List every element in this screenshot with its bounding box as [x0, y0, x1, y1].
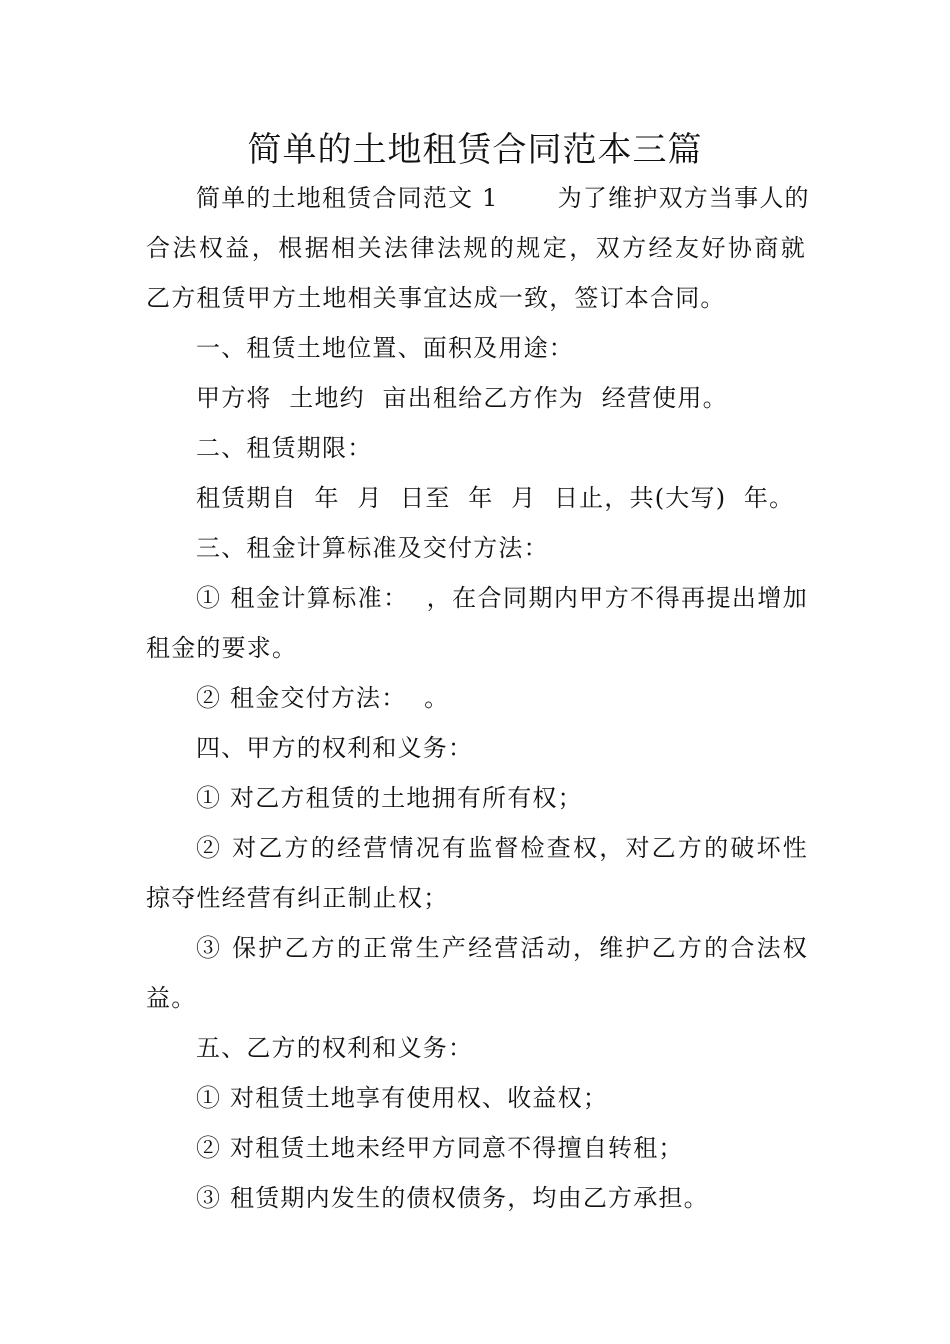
paragraph-line: 乙方租赁甲方土地相关事宜达成一致，签订本合同。 [146, 284, 726, 312]
paragraph-line: 合法权益，根据相关法律法规的规定，双方经友好协商就 [146, 234, 806, 262]
paragraph-line: 租赁期自 年 月 日至 年 月 日止，共(大写) 年。 [196, 484, 795, 512]
paragraph-line: 租金的要求。 [146, 634, 298, 662]
section-heading: 五、乙方的权利和义务： [196, 1034, 474, 1062]
paragraph-line: 益。 [146, 984, 197, 1012]
section-heading: 一、租赁土地位置、面积及用途： [196, 334, 574, 362]
section-heading: 三、租金计算标准及交付方法： [196, 534, 549, 562]
list-item: ③ 租赁期内发生的债权债务，均由乙方承担。 [196, 1184, 709, 1212]
list-item: ① 对租赁土地享有使用权、收益权； [196, 1084, 609, 1112]
paragraph-line: 甲方将 土地约 亩出租给乙方作为 经营使用。 [196, 384, 728, 412]
document-title: 简单的土地租赁合同范本三篇 [247, 130, 703, 170]
list-item: ② 对租赁土地未经甲方同意不得擅自转租； [196, 1134, 684, 1162]
list-item: ① 对乙方租赁的土地拥有所有权； [196, 784, 583, 812]
paragraph-line: 掠夺性经营有纠正制止权； [146, 884, 449, 912]
section-heading: 四、甲方的权利和义务： [196, 734, 474, 762]
section-heading: 二、租赁期限： [196, 434, 373, 462]
list-item: ② 租金交付方法： 。 [196, 684, 450, 712]
list-item: ① 租金计算标准： ，在合同期内甲方不得再提出增加 [196, 584, 808, 612]
paragraph-line: 简单的土地租赁合同范文 1 为了维护双方当事人的 [196, 184, 810, 212]
list-item: ③ 保护乙方的正常生产经营活动，维护乙方的合法权 [196, 934, 808, 962]
list-item: ② 对乙方的经营情况有监督检查权，对乙方的破坏性 [196, 834, 808, 862]
